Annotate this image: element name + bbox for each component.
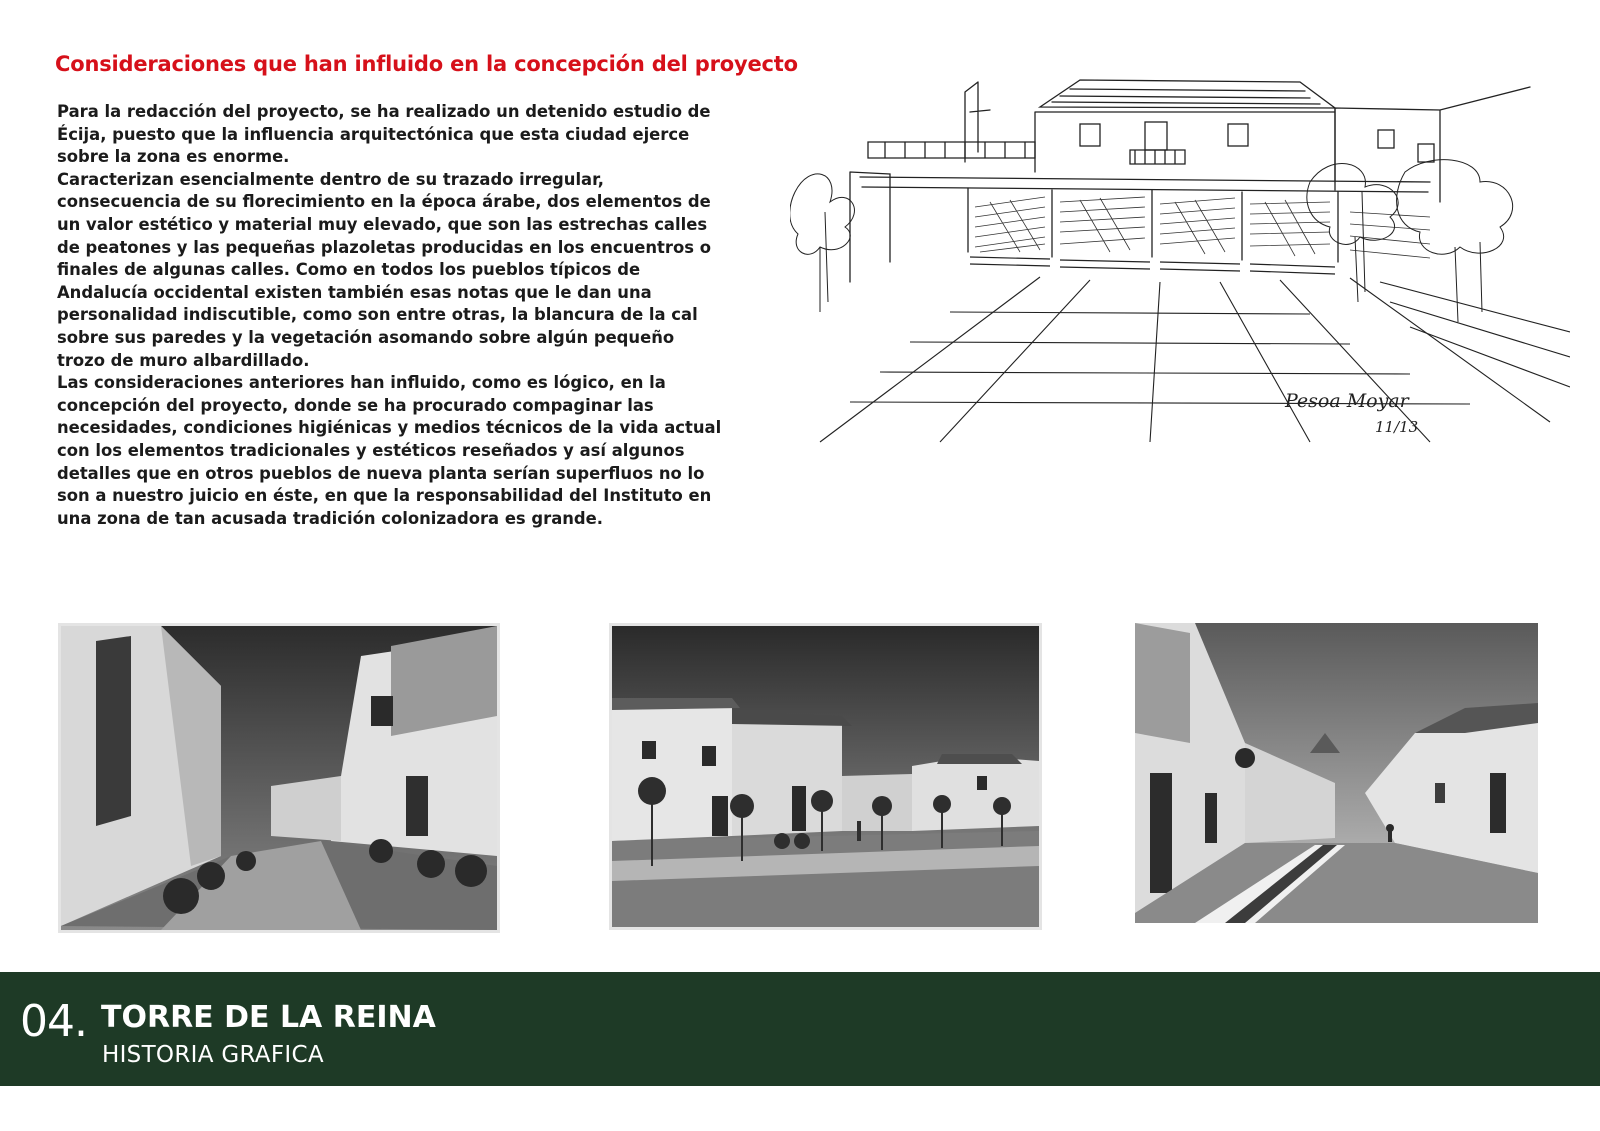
footer-band xyxy=(0,972,1600,1086)
sketch-signature: Pesoa Moyar xyxy=(1285,390,1409,412)
historic-photo-houses xyxy=(609,623,1042,930)
paragraph-2: Caracterizan esencialmente dentro de su trazado irregular, consecuencia de su florecimiento en la época árabe, dos elementos de un valor estético y material muy elevado, que son las estrechas calles de peatones y las pequeñas plazoletas producidas en los encuentros o finales de algunas calles. Como en todos los pueblos típicos de Andalucía occidental existen también esas notas que le dan una personalidad indiscutible, como son entre otras, la blancura de la cal sobre sus paredes y la vegetación asomando sobre algún pequeño trozo de muro albardillado. xyxy=(57,169,711,370)
section-number: 04. xyxy=(20,996,87,1047)
historic-photo-street xyxy=(58,623,500,933)
place-name: TORRE DE LA REINA xyxy=(101,1000,436,1035)
body-text xyxy=(57,101,727,530)
paragraph-1: Para la redacción del proyecto, se ha realizado un detenido estudio de Écija, puesto que la influencia arquitectónica que esta ciudad ejerce sobre la zona es enorme. xyxy=(57,102,711,167)
historic-photo-channel-street xyxy=(1135,623,1538,923)
plaza-sketch xyxy=(790,12,1570,452)
page-title: Consideraciones que han influido en la concepción del proyecto xyxy=(55,52,798,76)
section-subtitle: HISTORIA GRAFICA xyxy=(102,1042,324,1068)
sketch-date: 11/13 xyxy=(1375,418,1419,436)
paragraph-3: Las consideraciones anteriores han influido, como es lógico, en la concepción del proyecto, donde se ha procurado compaginar las necesidades, condiciones higiénicas y medios técnicos de la vida actual con los elementos tradicionales y estéticos reseñados y así algunos detalles que en otros pueblos de nueva planta serían superfluos no lo son a nuestro juicio en éste, en que la responsabilidad del Instituto en una zona de tan acusada tradición colonizadora es grande. xyxy=(57,373,722,528)
